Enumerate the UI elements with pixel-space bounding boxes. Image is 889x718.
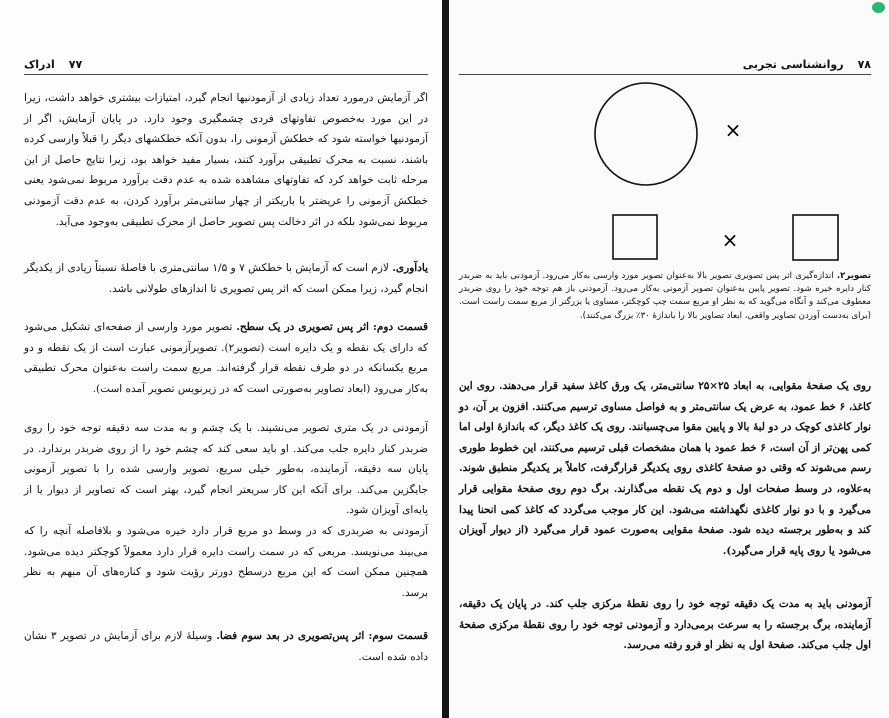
fixation-cross-top: × [724, 118, 742, 142]
note-text: لازم است که آزمایش با خطکش ۷ و ۱/۵ سانتی‌متری با فاصلهٔ نسبتاً زیادی از یکدیگر انجام گیرد، زیرا ممکن است که اثر پس تصویری تا اندازهای طولانی باشد. [24, 262, 428, 295]
right-paragraph-1: روی یک صفحهٔ مقوایی، به ابعاد ۲۵×۲۵ سانتی‌متر، یک ورق کاغذ سفید قرار می‌دهند. روی این کاغذ، ۶ خط عمود، به عرض یک سانتی‌متر و به فواصل مساوی ترسیم می‌کنند. افزون بر آن، دو نوار کاغذی کوچک در دو لبهٔ بالا و پایین مقوا می‌چسبانند. روی یک کاغذ دیگر، که باندازهٔ اولی اما کمی پهن‌تر از آن است، ۶ خط عمود با همان مشخصات قبلی ترسیم می‌کنند، این خطوط طوری رسم می‌شوند که وقتی دو صفحهٔ کاغذی روی یکدیگر قرارگرفت، کاملاً بر یکدیگر منطبق شوند. به‌علاوه، در وسط صفحات اول و دوم یک نقطه می‌گذارند. برگ دوم روی صفحهٔ مقوایی قرار می‌گیرد و با دو نوار کاغذی نگهداشته می‌شود. این کار موجب می‌گردد که کاغذ کمی انحنا پیدا کند و به‌طور برجسته دیده شود. صفحهٔ مقوایی به‌صورت عمود قرار می‌گیرد (از دیوار آویزان می‌شود یا روی پایه قرار می‌گیرد). [459, 380, 871, 557]
left-paragraph-3: آزمودنی در یک متری تصویر می‌نشیند. با یک چشم و به مدت سه دقیقه توجه خود را روی ضربدر کنار دایره جلب می‌کند. او باید سعی کند که چشم خود را از روی ضربدر برندارد. در پایان سه دقیقه، آزماینده، به‌طور خیلی سریع، تصویر وارسی شده را با تصویر آزمونی جایگزین می‌کند. برای آنکه این کار سریعتر انجام گیرد، بهتر است که تصاویر از دیوار یا از پایه‌ای آویزان شود. [24, 422, 428, 517]
section-3-text: وسیلهٔ لازم برای آزمایش در تصویر ۳ نشان داده شده است. [24, 630, 428, 663]
section-2-title: قسمت دوم: اثر پس تصویری در یک سطح. [236, 321, 428, 333]
left-note [24, 258, 428, 299]
right-page-title: روانشناسی تجربی [742, 57, 844, 71]
right-square [793, 215, 838, 260]
figure-2 [509, 70, 839, 270]
left-paragraph-1: اگر آزمایش درمورد تعداد زیادی از آزمودنیها انجام گیرد، امتیازات بیشتری خواهد داشت، زیرا در این مورد به‌خصوص تفاوتهای فردی چشمگیری وجود دارد. در پایان آزمایش، اگر از آزمودنیها خواسته شود که خطکش آزمونی را، بدون آنکه خطکشهای دیگر را قبلاً وارسی کرده باشند، نسبت به محرک تطبیقی برآورد کنند، بسیار مفید خواهد بود، زیرا نتایج حاصل از این مرحله ثابت خواهد کرد که تفاوتهای مشاهده شده به عدم دقت برآورد مربوط نمی‌شود یعنی خطکش آزمونی را عریضتر یا باریکتر از چهار سانتی‌متر برآورد کردن، به عدم دقت آزمودنی مربوط نمی‌شود بلکه در اثر دخالت پس تصویر حاصل از محرک تطبیقی به‌وجود می‌آید. [24, 92, 428, 228]
section-2 [24, 317, 428, 399]
left-page [0, 0, 442, 718]
left-page-number: ۷۷ [68, 57, 83, 71]
right-page-number: ۷۸ [857, 57, 871, 71]
corner-marker [872, 2, 885, 13]
note-label: یادآوری. [392, 262, 429, 274]
left-square [613, 215, 657, 259]
left-header-rule [24, 74, 428, 75]
inspection-circle [595, 83, 697, 185]
section-2-text: تصویر مورد وارسی از صفحه‌ای تشکیل می‌شود که دارای یک نقطه و یک دایره است (تصویر۲). تصویرآزمونی عبارت است از یک نقطه و دو مربع یکسانکه در دو طرف نقطه قرار گرفته‌اند. مربع سمت راست به‌عنوان محرک تطبیقی به‌کار می‌رود (ابعاد تصاویر به‌صورتی است که در زیرنویس تصویر آمده است). [24, 321, 429, 395]
left-page-title: ادراک [24, 57, 55, 71]
caption-text: اندازه‌گیری اثر پس تصویری تصویر بالا به‌عنوان تصویر مورد وارسی به‌کار می‌رود. آزمودنی باید به ضربدر کنار دایره خیره شود. تصویر پایین به‌عنوان تصویر آزمونی به‌کار می‌رود. آزمودنی باز هم توجه خود را روی ضربدر معطوف می‌کند و آنگاه می‌گوید که به نظر او مربع سمت چپ کوچکتر، مساوی یا بزرگتر از مربع سمت راست است. (برای به‌دست آوردن تصاویر واقعی، ابعاد تصاویر بالا را باندازهٔ ۳۰٪ بزرگ می‌کنند). [459, 271, 871, 321]
section-3 [24, 626, 428, 667]
right-page [449, 0, 889, 718]
left-page-header [24, 55, 82, 73]
book-spine [442, 0, 449, 718]
left-paragraph-4: آزمودنی به ضربدری که در وسط دو مربع قرار دارد خیره می‌شود و بلافاصله آنچه را که می‌بیند می‌نویسد. مربعی که در سمت راست دایره قرار دارد معمولاً کوچکتر دیده می‌شود. همچنین ممکن است که این مربع درسطح دورتر رؤیت شود و کناره‌های آن مبهم به نظر برسد. [24, 525, 428, 599]
section-3-title: قسمت سوم: اثر پس‌تصویری در بعد سوم فضا. [216, 630, 429, 642]
figure-caption [459, 270, 871, 323]
right-paragraph-2: آزمودنی باید به مدت یک دقیقه توجه خود را روی نقطهٔ مرکزی جلب کند. در پایان یک دقیقه، آزماینده، برگ برجسته را به سرعت برمی‌دارد و آزمودنی توجه خود را روی نقطهٔ مرکزی صفحهٔ اول جلب می‌کند. صفحهٔ اول به نظر او فرو رفته می‌رسد. [459, 598, 871, 652]
caption-label: تصویر۲. [836, 271, 871, 281]
fixation-cross-bottom: × [721, 228, 739, 252]
